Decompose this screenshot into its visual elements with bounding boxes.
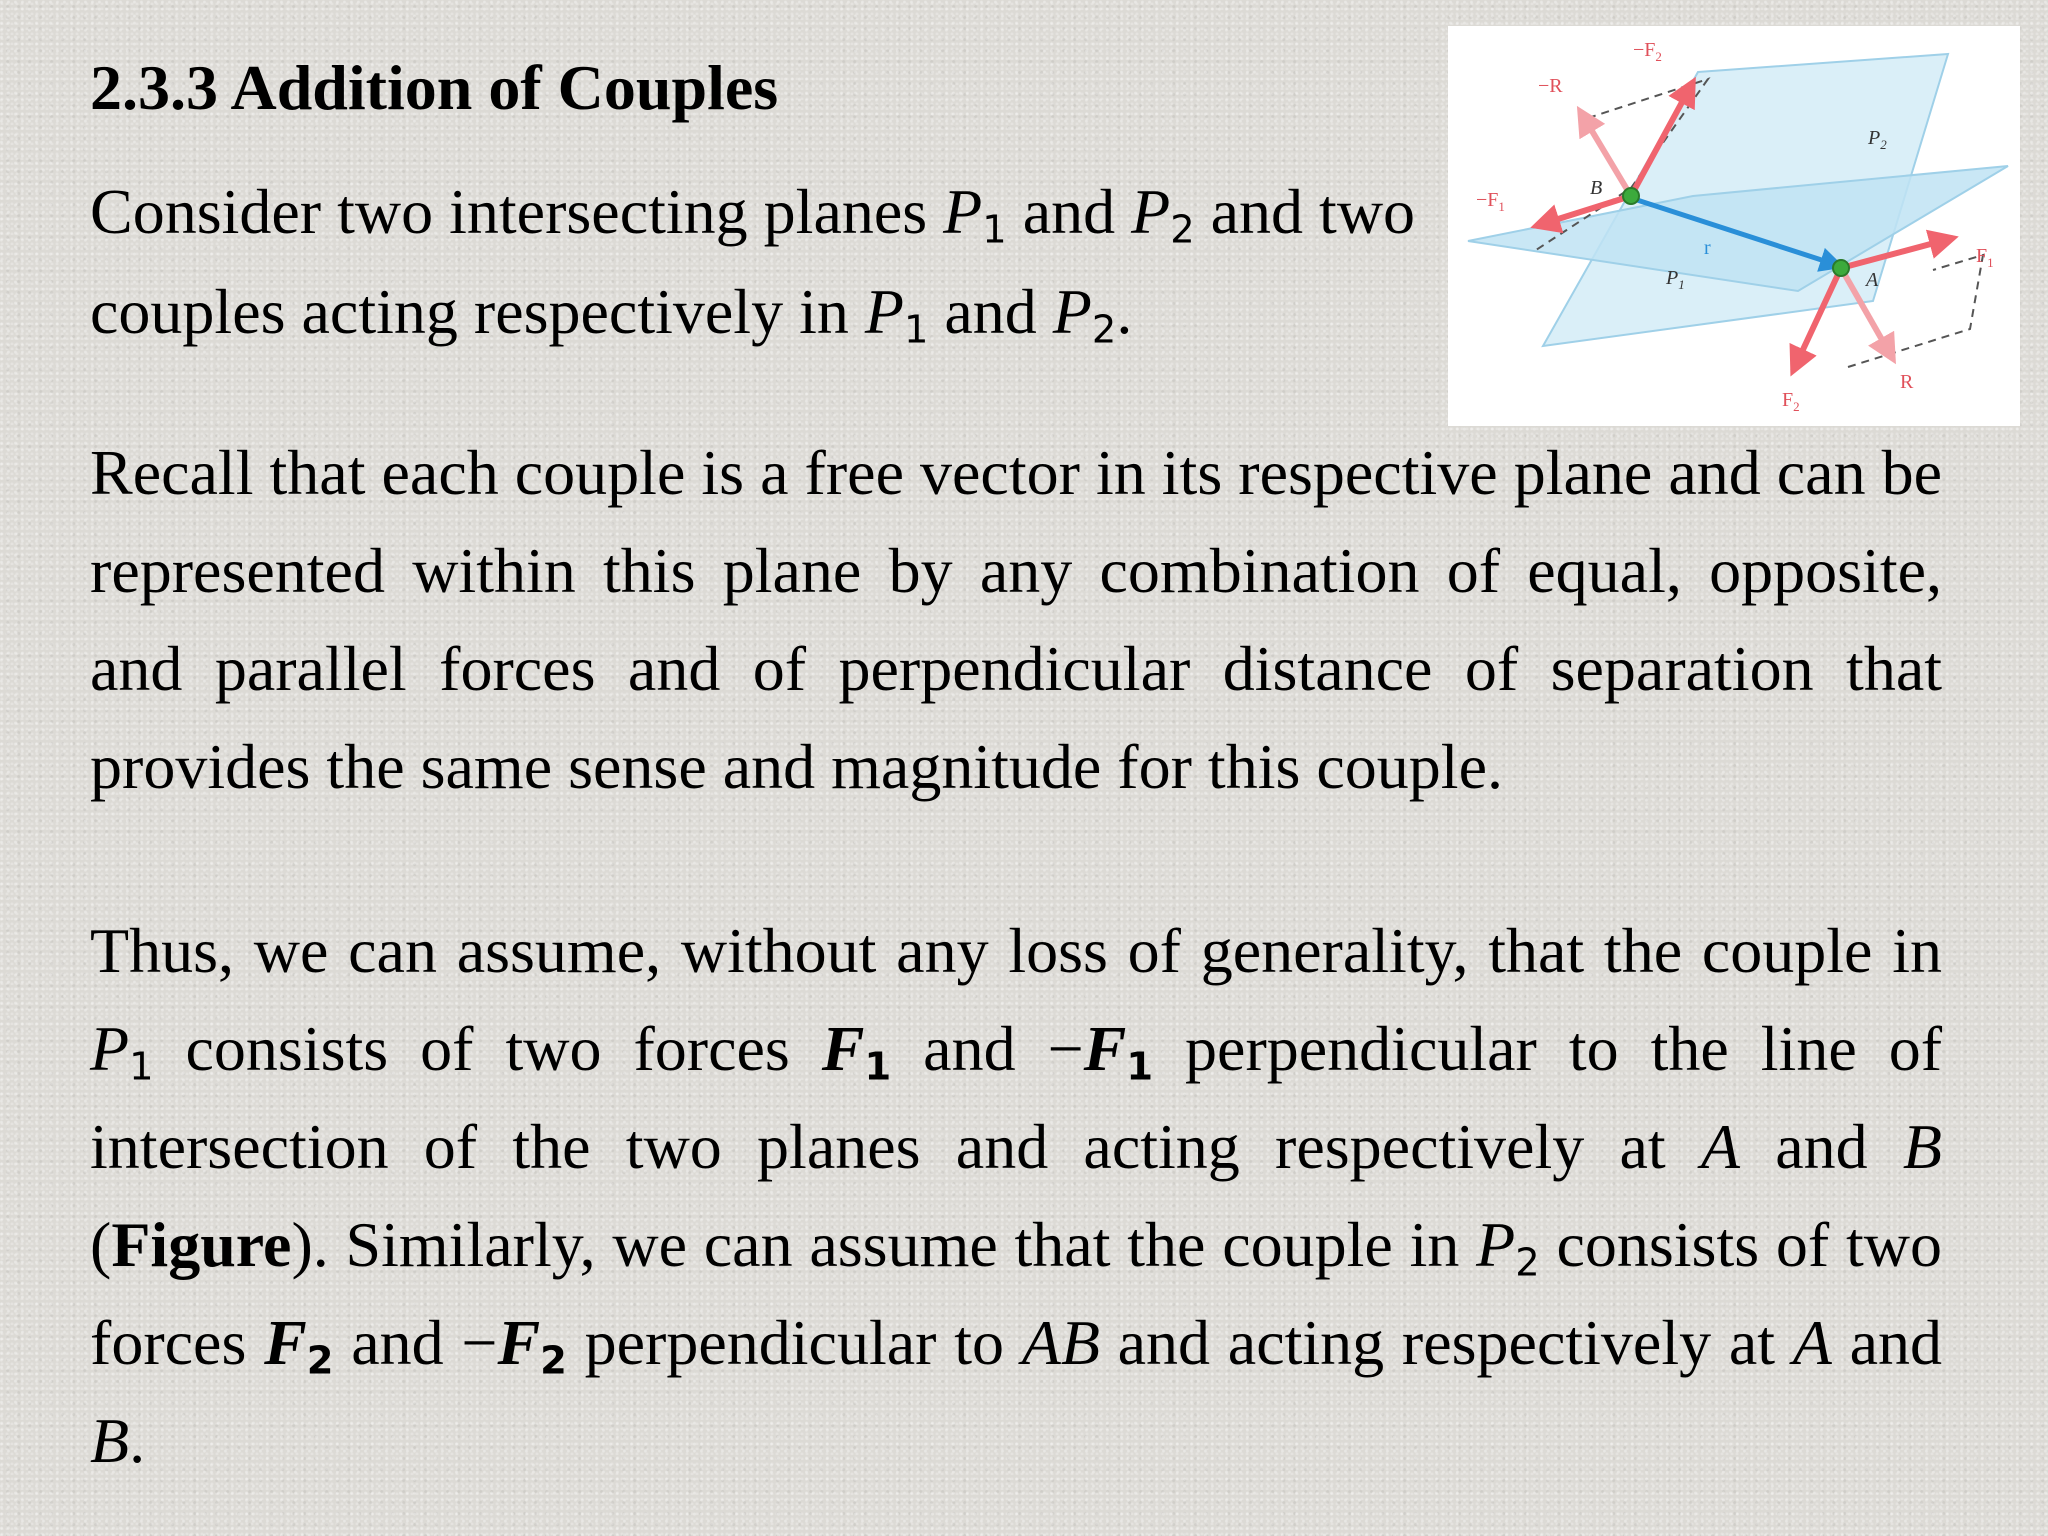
sub: 2 (1170, 207, 1195, 253)
text: ( (90, 1209, 112, 1280)
assumption-paragraph (90, 902, 1942, 1490)
text: ). Similarly, we can assume that the couple in (291, 1209, 1477, 1280)
text: and acting respectively at (1099, 1307, 1793, 1378)
minus-sign: − (461, 1307, 498, 1378)
math-P: P (1131, 176, 1171, 247)
couples-figure (1448, 26, 2020, 426)
math-F: F (1083, 1013, 1127, 1084)
force-minus-R (1580, 111, 1631, 196)
label-A: A (1866, 269, 1879, 291)
text: and (333, 1307, 462, 1378)
math-P: P (943, 176, 983, 247)
text: Consider two intersecting planes (90, 176, 944, 247)
text: consists of two forces (90, 1209, 1943, 1378)
math-P: P (1476, 1209, 1516, 1280)
math-F: F (497, 1307, 541, 1378)
text: and (891, 1013, 1048, 1084)
minus-sign: − (1047, 1013, 1084, 1084)
intro-paragraph (90, 162, 1420, 362)
sub: 2 (540, 1338, 567, 1384)
math-B: B (1902, 1111, 1943, 1182)
point-A (1833, 260, 1849, 276)
math-P: P (1052, 276, 1092, 347)
sub: 2 (1091, 307, 1117, 353)
math-A: A (1700, 1111, 1741, 1182)
sub: 1 (903, 307, 929, 353)
sub: 2 (306, 1338, 334, 1384)
label-B: B (1590, 177, 1603, 199)
math-B: B (90, 1405, 130, 1476)
sub: 2 (1515, 1240, 1540, 1286)
sub: 1 (129, 1044, 154, 1090)
math-F: F (264, 1307, 307, 1378)
text: perpendicular to (566, 1307, 1022, 1378)
text: . (129, 1405, 146, 1476)
label-r: r (1704, 237, 1711, 259)
label-F2: $F_2$ (1782, 389, 1800, 414)
label-minus-F2: $-F_2$ (1633, 39, 1662, 64)
free-vector-paragraph: Recall that each couple is a free vector in its respective plane and can be represented within this plane by any combination of equal, opposite, and parallel forces and of perpendicular distance of separation that provides the same sense and magnitude for this couple. (90, 437, 1942, 802)
math-A: A (1792, 1307, 1832, 1378)
text: and (1831, 1307, 1943, 1378)
sub: 1 (982, 207, 1007, 253)
text: consists of two forces (153, 1013, 822, 1084)
label-R: R (1900, 371, 1914, 393)
text: and (1006, 176, 1132, 247)
sub: 1 (1126, 1044, 1154, 1090)
sub: 1 (864, 1044, 892, 1090)
label-P1: $P_1$ (1666, 267, 1685, 292)
text: and (928, 276, 1053, 347)
math-F: F (821, 1013, 865, 1084)
point-B (1623, 188, 1639, 204)
label-P2: $P_2$ (1868, 127, 1887, 152)
figure-reference: Figure (111, 1209, 292, 1280)
math-P: P (90, 1013, 130, 1084)
text: perpendicular to the line of intersection of the two planes and acting respectively at (90, 1013, 1943, 1182)
label-minus-R: −R (1538, 75, 1563, 97)
label-F1: $F_1$ (1976, 245, 1994, 270)
text: and two couples acting respectively in (90, 176, 1416, 347)
math-AB: AB (1021, 1307, 1100, 1378)
math-P: P (864, 276, 904, 347)
section-heading: 2.3.3 Addition of Couples (90, 52, 779, 123)
text: . (1116, 276, 1133, 347)
text: Thus, we can assume, without any loss of generality, that the couple in (90, 915, 1942, 986)
text: and (1740, 1111, 1903, 1182)
label-minus-F1: $-F_1$ (1476, 189, 1505, 214)
couples-diagram (1448, 26, 2020, 426)
